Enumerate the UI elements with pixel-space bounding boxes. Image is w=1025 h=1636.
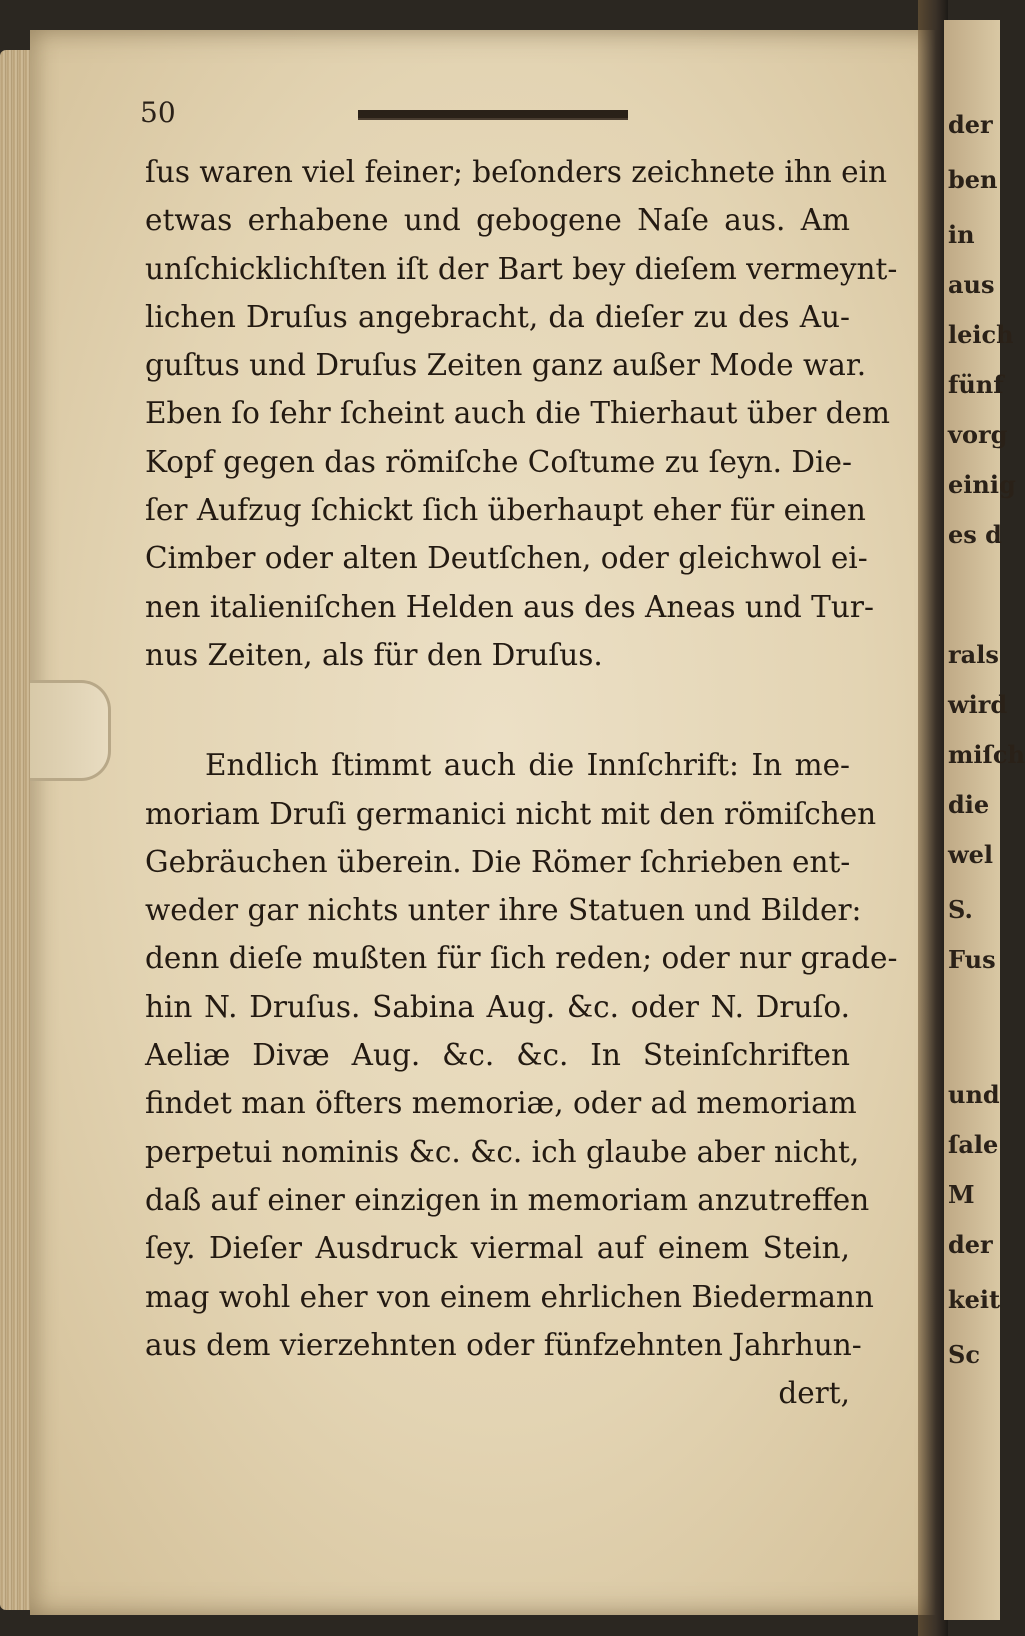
facing-page-fragment: leich — [948, 320, 1014, 349]
page-tab — [30, 680, 111, 781]
text-line: moriam Druſi germanici nicht mit den römiſchen — [145, 796, 877, 831]
facing-page-fragment: rals — [948, 640, 999, 669]
text-line: Eben ſo ſehr ſcheint auch die Thierhaut über dem — [145, 396, 890, 431]
text-line: unſchicklichſten iſt der Bart bey dieſem vermeynt- — [145, 251, 898, 286]
text-line: mag wohl eher von einem ehrlichen Biedermann — [145, 1279, 874, 1314]
facing-page-fragment: vorg — [948, 420, 1008, 449]
facing-page-fragment: keit — [948, 1285, 1001, 1314]
facing-page-fragment: fünf — [948, 370, 1004, 399]
text-line: daß auf einer einzigen in memoriam anzutreffen — [145, 1182, 870, 1217]
text-line: findet man öfters memoriæ, oder ad memoriam — [145, 1086, 857, 1121]
facing-page-fragment: aus — [948, 270, 995, 299]
text-line: Aeliæ Divæ Aug. &c. &c. In Steinſchriften — [145, 1038, 850, 1073]
facing-page-fragment: Fus — [948, 945, 996, 974]
text-line: Kopf gegen das römiſche Coſtume zu ſeyn. Die- — [145, 444, 852, 479]
paragraph-break — [145, 679, 850, 741]
text-line: aus dem vierzehnten oder fünfzehnten Jahrhun- — [145, 1327, 862, 1362]
text-line: nus Zeiten, als für den Druſus. — [145, 637, 603, 672]
facing-page-fragment: miſch — [948, 740, 1025, 769]
facing-page-fragment: und — [948, 1080, 1000, 1109]
facing-page-fragment: ſale — [948, 1130, 999, 1159]
catchword: dert, — [778, 1376, 850, 1411]
facing-page-fragment: wel — [948, 840, 994, 869]
facing-page-fragment: ben — [948, 165, 998, 194]
facing-page-fragment: einig — [948, 470, 1016, 499]
text-line: ſer Aufzug ſchickt ſich überhaupt eher für einen — [145, 493, 866, 528]
facing-page-fragment: wird — [948, 690, 1008, 719]
text-line: perpetui nominis &c. &c. ich glaube aber nicht, — [145, 1134, 860, 1169]
text-line: Gebräuchen überein. Die Römer ſchrieben ent- — [145, 844, 851, 879]
facing-page-fragment: die — [948, 790, 990, 819]
facing-page-fragment: in — [948, 220, 975, 249]
text-line: etwas erhabene und gebogene Naſe aus. Am — [145, 203, 850, 238]
facing-page-fragment: der — [948, 110, 993, 139]
header-rule — [358, 110, 628, 120]
text-line: ſus waren viel feiner; beſonders zeichnete ihn ein — [145, 155, 888, 189]
text-line: lichen Druſus angebracht, da dieſer zu des Au- — [145, 299, 850, 334]
facing-page-edge — [944, 20, 1025, 1620]
text-line: nen italieniſchen Helden aus des Aneas und Tur- — [145, 589, 874, 624]
page-number: 50 — [140, 96, 176, 129]
text-line: denn dieſe mußten für ſich reden; oder nur grade- — [145, 941, 898, 976]
body-text — [145, 148, 898, 1417]
text-line: Endlich ſtimmt auch die Innſchrift: In me- — [205, 748, 850, 783]
text-line: guſtus und Druſus Zeiten ganz außer Mode war. — [145, 348, 867, 383]
facing-page-fragment: M — [948, 1180, 975, 1209]
text-line: ſey. Dieſer Ausdruck viermal auf einem Stein, — [145, 1231, 850, 1266]
facing-page-fragment: S. — [948, 895, 973, 924]
facing-page-fragment: der — [948, 1230, 993, 1259]
text-line: hin N. Druſus. Sabina Aug. &c. oder N. Druſo. — [145, 989, 850, 1024]
facing-page-fragment: Sc — [948, 1340, 980, 1369]
text-line: weder gar nichts unter ihre Statuen und Bilder: — [145, 893, 862, 928]
text-line: Cimber oder alten Deutſchen, oder gleichwol ei- — [145, 541, 868, 576]
facing-page-fragment: es d — [948, 520, 1002, 549]
